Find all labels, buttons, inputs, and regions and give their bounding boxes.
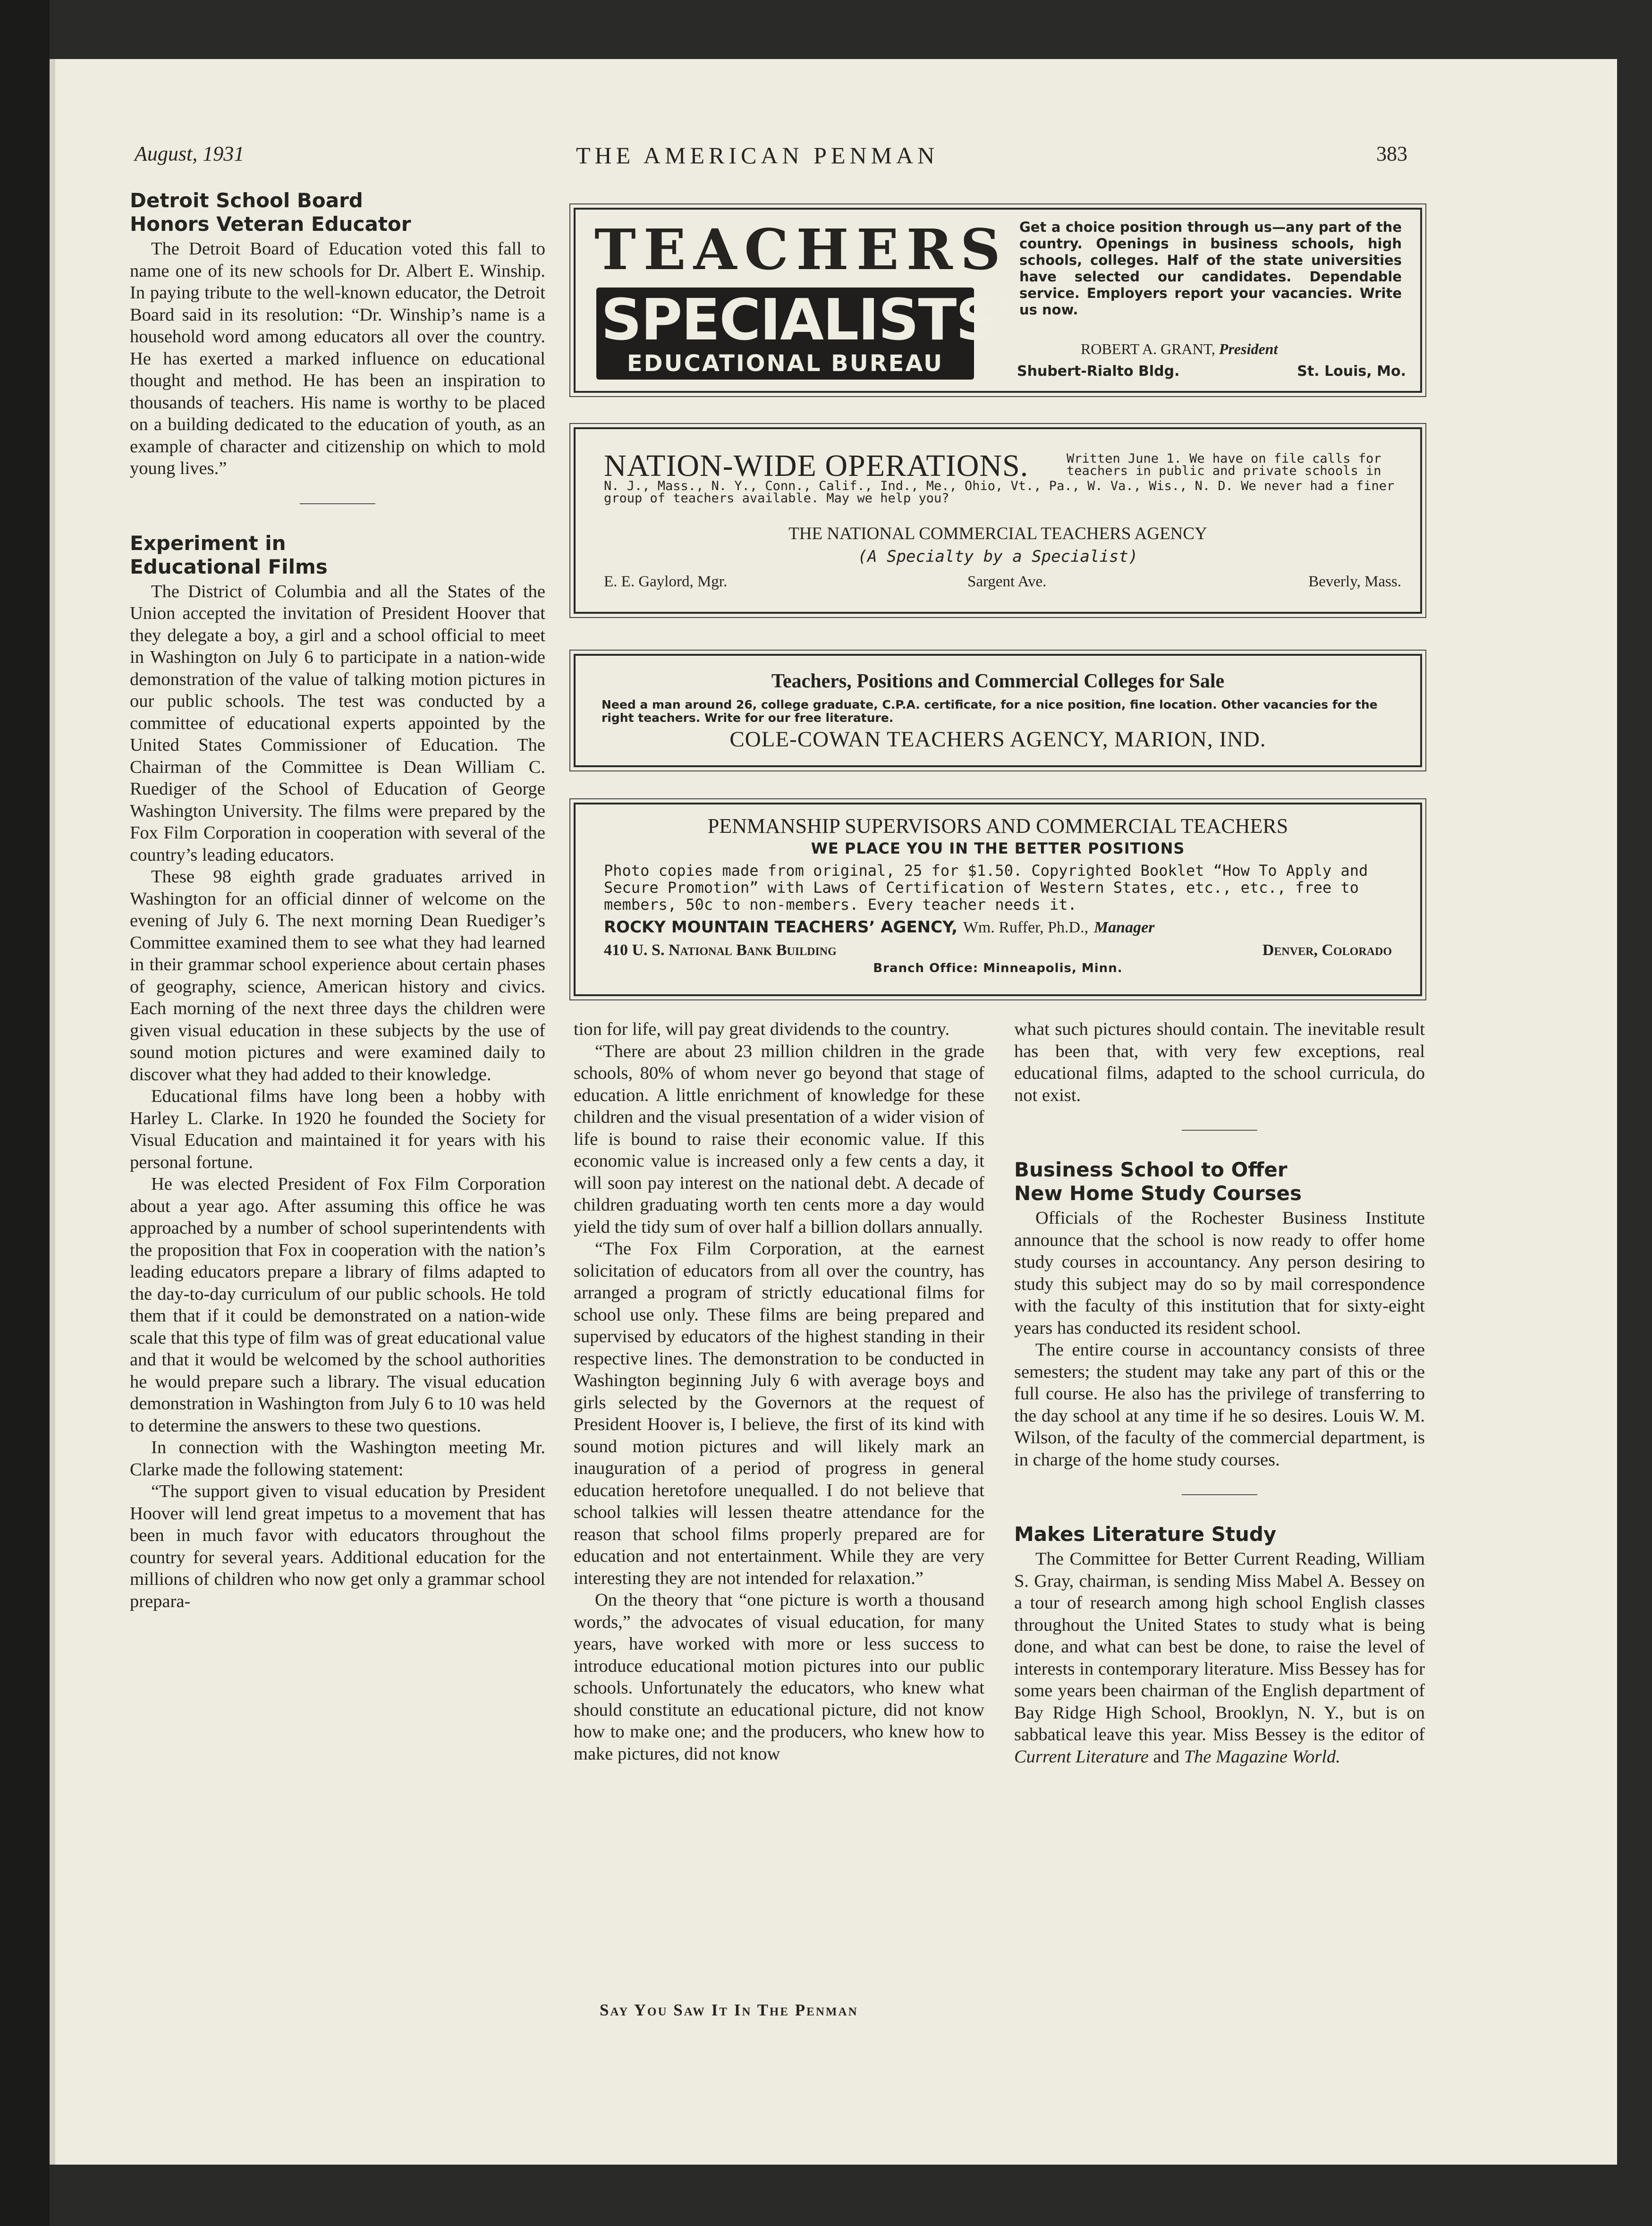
ad-rocky-mountain (574, 803, 1422, 996)
article-paragraph: Officials of the Rochester Business Institute announce that the school is now ready to offer home study courses in accountancy. Any person desiring to study this subject may do so by mail correspondence with the faculty of this institution that for sixty-eight years has conducted its resident school. (1014, 1208, 1425, 1338)
branch-office: Branch Office: Minneapolis, Minn. (873, 961, 1123, 975)
page-number: 383 (1376, 142, 1407, 165)
article-paragraph: On the theory that “one picture is worth a thousand words,” the advocates of visual education, for many years, have worked with more or less success to introduce educational motion pictures into our public schools. Unfortunately the educators, who knew what should constitute an educational picture, did not know how to make one; and the producers, who knew how to make pictures, did not know (574, 1590, 984, 1764)
ad-body: N. J., Mass., N. Y., Conn., Calif., Ind., Me., Ohio, Vt., Pa., W. Va., Wis., N. D. We never had a finer group of teachers available. May we help you? (604, 479, 1395, 506)
ad-body: Need a man around 26, college graduate, C.P.A. certificate, for a nice position, fine location. Other vacancies for the right teachers. Write for our free literature. (601, 698, 1378, 725)
article-paragraph: The District of Columbia and all the States of the Union accepted the invitation of President Hoover that they delegate a boy, a girl and a school official to meet in Washington on July 6 to participate in a nation-wide demonstration of the value of talking motion pictures in our public schools. The test was conducted by a committee of educational experts appointed by the United States Commissioner of Education. The Chairman of the Committee is Dean William C. Ruediger of the School of Education of George Washington University. The films were prepared by the Fox Film Corporation in cooperation with several of the country’s leading educators. (130, 581, 545, 865)
magazine-name: The Magazine World. (1184, 1746, 1340, 1767)
article-heading (130, 532, 545, 579)
article-paragraph: He was elected President of Fox Film Corporation about a year ago. After assuming this office he was approached by a number of school superintendents with the proposition that Fox in cooperation with the nation’s leading educators prepare a library of films adapted to the day-to-day curriculum of our public schools. He told them that if it could be demonstrated on a nation-wide scale that this type of film was of great educational value and that it would be welcomed by the school authorities he would prepare such a library. The visual education demonstration in Washington from July 6 to 10 was held to determine the answers to these two questions. (130, 1174, 545, 1436)
agency-name: ROCKY MOUNTAIN TEACHERS’ AGENCY, (604, 918, 957, 937)
president-name: ROBERT A. GRANT, (1081, 340, 1215, 357)
article-paragraph: tion for life, will pay great dividends to the country. (574, 1019, 950, 1039)
magazine-name: Current Literature (1014, 1746, 1149, 1767)
ad-body: Photo copies made from original, 25 for $1.50. Copyrighted Booklet “How To Apply and Secure Promotion” with Laws of Certification of Western States, etc., etc., free to members, 50c to non-members. Every teacher needs it. (604, 862, 1368, 914)
ad-title: Teachers, Positions and Commercial Colleges for Sale (771, 670, 1225, 692)
manager-title: Manager (1093, 919, 1155, 936)
heading-line: Detroit School Board (130, 189, 363, 212)
president-title: President (1219, 340, 1278, 357)
article-paragraph: “There are about 23 million children in the grade schools, 80% of whom never go beyond that stage of education. A little enrichment of knowledge for these children and the visual presentation of a wider vision of life is bound to raise their economic value. If this economic value is increased only a few cents a day, it will soon pay interest on the national debt. A decade of children graduating worth ten cents more a day would yield the tidy sum of over half a billion dollars annually. (574, 1041, 984, 1237)
agency-street: Sargent Ave. (967, 573, 1047, 590)
ad-title: NATION-WIDE OPERATIONS. (604, 449, 1029, 483)
agency-line (604, 918, 1154, 937)
article-paragraph: “The Fox Film Corporation, at the earnest solicitation of educators from all over the country, has arranged a program of strictly educational films for school use only. These films are being prepared and supervised by educators of the highest standing in their respective lines. The demonstration to be conducted in Washington beginning July 6 with average boys and girls selected by the Governors at the request of President Hoover is, I believe, the first of its kind with sound motion pictures and will likely mark an inauguration of a period of progress in general education heretofore unequalled. I do not believe that school talkies will lessen theatre attendance for the reason that school films properly prepared are for education and not entertainment. While they are very interesting they are not intended for relaxation.” (574, 1239, 984, 1588)
section-divider (1182, 1130, 1257, 1131)
ad-nationwide-operations (574, 427, 1422, 614)
paragraph-text: The Committee for Better Current Reading, William S. Gray, chairman, is sending Miss Mabel A. Bessey on a tour of research among high school English classes throughout the United States to study what is being done, and what can best be done, to raise the level of interests in contemporary literature. Miss Bessey has for some years been chairman of the English department of Bay Ridge High School, Brooklyn, N. Y., but is on sabbatical leave this year. Miss Bessey is the editor of (1014, 1549, 1425, 1744)
ad-address: Shubert-Rialto Bldg. (1017, 363, 1180, 380)
article-paragraph: Educational films have long been a hobby with Harley L. Clarke. In 1920 he founded the Society for Visual Education and maintained it for years with his personal fortune. (130, 1086, 545, 1172)
ad-teachers-specialists (574, 208, 1422, 393)
paragraph-text: and (1153, 1746, 1180, 1767)
heading-line: Business School to Offer (1014, 1158, 1288, 1181)
heading-line: Educational Films (130, 555, 328, 578)
ad-city: St. Louis, Mo. (1297, 363, 1406, 380)
section-divider (1182, 1494, 1257, 1495)
issue-date: August, 1931 (135, 142, 245, 165)
page-footer: Say You Saw It In The Penman (600, 2001, 858, 2019)
ad-subtitle: WE PLACE YOU IN THE BETTER POSITIONS (811, 839, 1185, 857)
logo-subtitle: EDUCATIONAL BUREAU (627, 350, 944, 377)
heading-line: Honors Veteran Educator (130, 212, 411, 236)
agency-address: 410 U. S. National Bank Building (604, 941, 837, 959)
column-right (1014, 1018, 1425, 1768)
logo-word: SPECIALISTS' (601, 288, 1012, 353)
ad-big-word: TEACHERS (594, 217, 1008, 282)
agency-city: Beverly, Mass. (1308, 573, 1401, 590)
article-heading (130, 189, 545, 236)
column-left (130, 189, 545, 1612)
ad-cole-cowan (574, 654, 1422, 767)
article-paragraph: These 98 eighth grade graduates arrived in Washington for an official dinner of welcome on the evening of July 6. The next morning Dean Ruediger’s Committee examined them to see what they had learned in their grammar school experience about certain phases of geography, science, American history and civics. Each morning of the next three days the children were given visual education in these subjects by the use of sound motion pictures and were examined daily to discover what they had added to their knowledge. (130, 867, 545, 1084)
agency-name: THE NATIONAL COMMERCIAL TEACHERS AGENCY (788, 524, 1207, 543)
column-middle (574, 1018, 984, 1765)
article-heading: Makes Literature Study (1014, 1523, 1277, 1546)
manager-name: Wm. Ruffer, Ph.D., (963, 919, 1089, 936)
ad-body: Get a choice position through us—any part of the country. Openings in business schools, high schools, colleges. Half of the state universities have selected our candidates. Dependable service. Employers report your vacancies. Write us now. (1019, 219, 1402, 318)
ad-title: PENMANSHIP SUPERVISORS AND COMMERCIAL TEACHERS (707, 814, 1288, 838)
agency-manager: E. E. Gaylord, Mgr. (604, 573, 728, 590)
ad-note: Written June 1. We have on file calls for teachers in public and private schools in (1067, 451, 1381, 478)
agency-city: Denver, Colorado (1262, 941, 1392, 959)
article-heading (1014, 1158, 1425, 1205)
agency-name: COLE-COWAN TEACHERS AGENCY, MARION, IND. (729, 727, 1266, 752)
magazine-title: THE AMERICAN PENMAN (576, 142, 939, 169)
article-paragraph: “The support given to visual education by President Hoover will lend great impetus to a movement that has been in much favor with educators throughout the country for several years. Additional education for the millions of children who now get only a grammar school prepara- (130, 1481, 545, 1611)
section-divider (300, 503, 375, 504)
agency-slogan: (A Specialty by a Specialist) (857, 547, 1138, 566)
binding-edge (50, 59, 55, 2165)
ad-president (1081, 340, 1278, 358)
article-paragraph: The entire course in accountancy consists of three semesters; the student may take any part of this or the full course. He also has the privilege of transferring to the day school at any time if he so desires. Louis W. M. Wilson, of the faculty of the commercial department, is in charge of the home study courses. (1014, 1340, 1425, 1470)
article-paragraph: The Detroit Board of Education voted this fall to name one of its new schools for Dr. Albert E. Winship. In paying tribute to the well-known educator, the Detroit Board said in its resolution: “Dr. Winship’s name is a household word among educators all over the country. He has exerted a marked influence on educational thought and method. He has been an inspiration to thousands of teachers. His name is worthy to be placed on a building dedicated to the education of youth, as an example of character and citizenship on which to mold young lives.” (130, 239, 545, 478)
article-paragraph: what such pictures should contain. The inevitable result has been that, with very few exceptions, real educational films, adapted to the school curricula, do not exist. (1014, 1019, 1425, 1105)
article-paragraph: In connection with the Washington meeting Mr. Clarke made the following statement: (130, 1438, 545, 1480)
specialists-logo (596, 288, 1012, 380)
heading-line: New Home Study Courses (1014, 1182, 1302, 1205)
article-paragraph (1014, 1548, 1425, 1768)
heading-line: Experiment in (130, 531, 286, 555)
